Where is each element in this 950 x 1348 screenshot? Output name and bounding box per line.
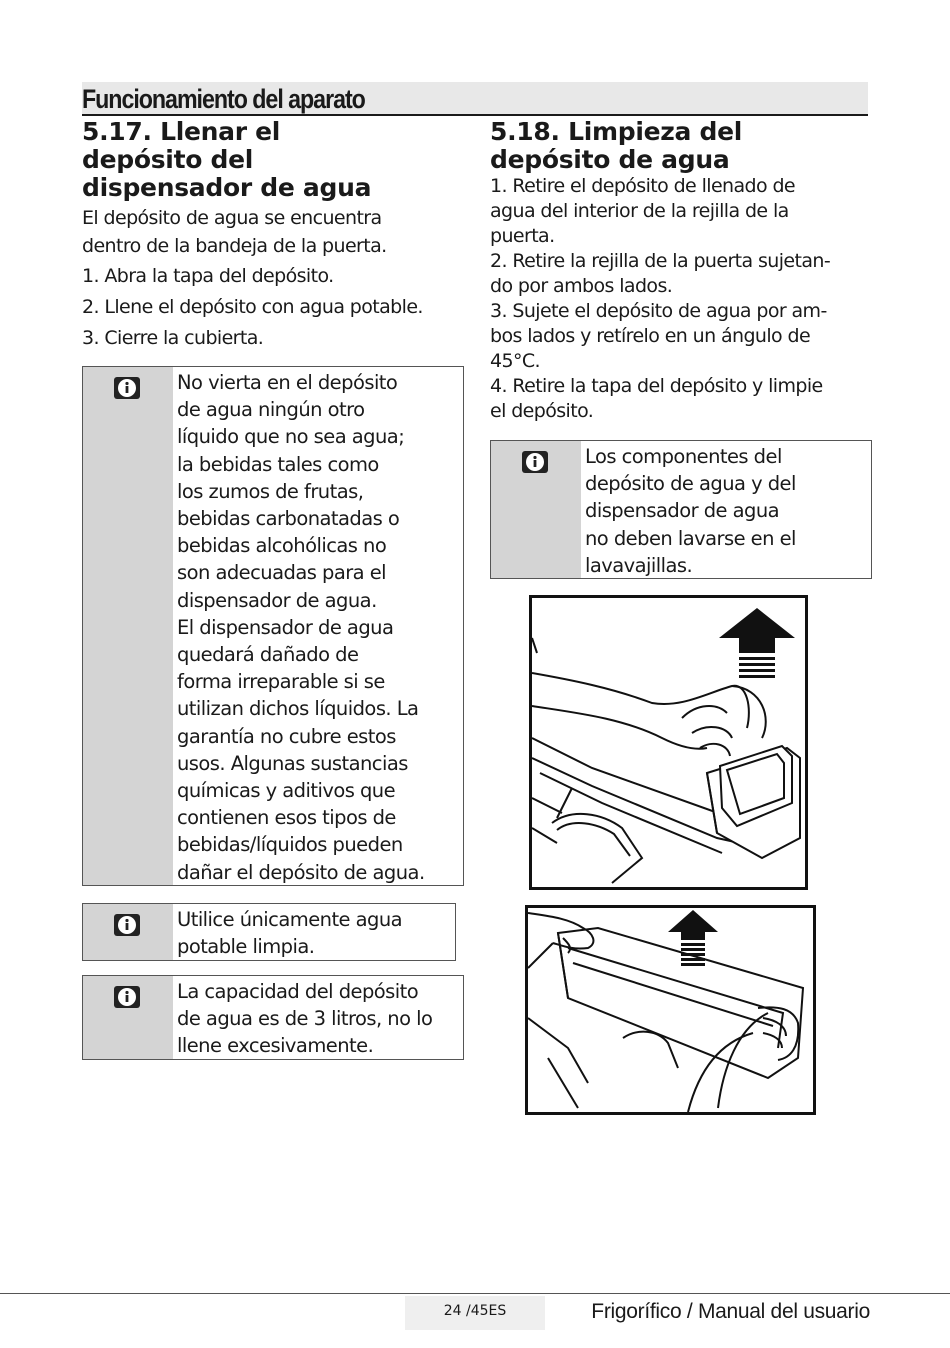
info-note-capacity [82, 975, 464, 1060]
step-1: 1. Abra la tapa del depósito. [82, 265, 334, 287]
info-icon [113, 376, 141, 400]
info-note-dishwasher [490, 440, 872, 579]
clean-step-3: 3. Sujete el depósito de agua por am- bos lados y retírelo en un ángulo de 45°C. [490, 300, 827, 372]
section-header-title: Funcionamiento del aparato [82, 84, 365, 114]
info-note-clean-water [82, 903, 456, 961]
clean-step-1: 1. Retire el depósito de llenado de agua del interior de la rejilla de la puerta. [490, 175, 795, 247]
info-icon [521, 450, 549, 474]
illustration-hands-holding-rack [528, 908, 813, 1112]
clean-step-2: 2. Retire la rejilla de la puerta sujetan- do por ambos lados. [490, 250, 831, 297]
info-note-liquids [82, 366, 464, 886]
section-5-17-intro: El depósito de agua se encuentra dentro de la bandeja de la puerta. [82, 207, 387, 257]
info-icon [113, 985, 141, 1009]
info-note-clean-water-text: Utilice únicamente agua potable limpia. [173, 904, 455, 960]
figure-remove-tank [529, 595, 808, 890]
info-icon [113, 913, 141, 937]
info-note-capacity-text: La capacidad del depósito de agua es de 3 litros, no lo llene excesivamente. [173, 976, 463, 1059]
arrow-up-icon [719, 608, 795, 678]
section-5-17-title: 5.17. Llenar el depósito del dispensador de agua [82, 117, 372, 202]
step-2: 2. Llene el depósito con agua potable. [82, 296, 423, 318]
page-number: 24 /45ES [405, 1296, 545, 1330]
figure-remove-rack [525, 905, 816, 1115]
right-column [490, 118, 874, 424]
footer-manual-title: Frigorífico / Manual del usuario [591, 1300, 870, 1323]
left-column [82, 118, 466, 353]
clean-step-4: 4. Retire la tapa del depósito y limpie el depósito. [490, 375, 823, 422]
illustration-hand-lifting-tank [532, 598, 805, 887]
step-3: 3. Cierre la cubierta. [82, 327, 264, 349]
section-5-18-title: 5.18. Limpieza del depósito de agua [490, 117, 742, 174]
footer-divider [0, 1293, 950, 1294]
section-header [82, 82, 868, 116]
info-note-dishwasher-text: Los componentes del depósito de agua y del dispensador de agua no deben lavarse en el lavavajillas. [581, 441, 871, 578]
info-note-liquids-text: No vierta en el depósito de agua ningún otro líquido que no sea agua; la bebidas tales como los zumos de frutas, bebidas carbonatadas o bebidas alcohólicas no son adecuadas para el dispensador de agua. El dispensador de agua quedará dañado de forma irreparable si se utilizan dichos líquidos. La garantía no cubre estos usos. Algunas sustancias químicas y aditivos que contienen esos tipos de bebidas/líquidos pueden dañar el depósito de agua. [173, 367, 463, 885]
